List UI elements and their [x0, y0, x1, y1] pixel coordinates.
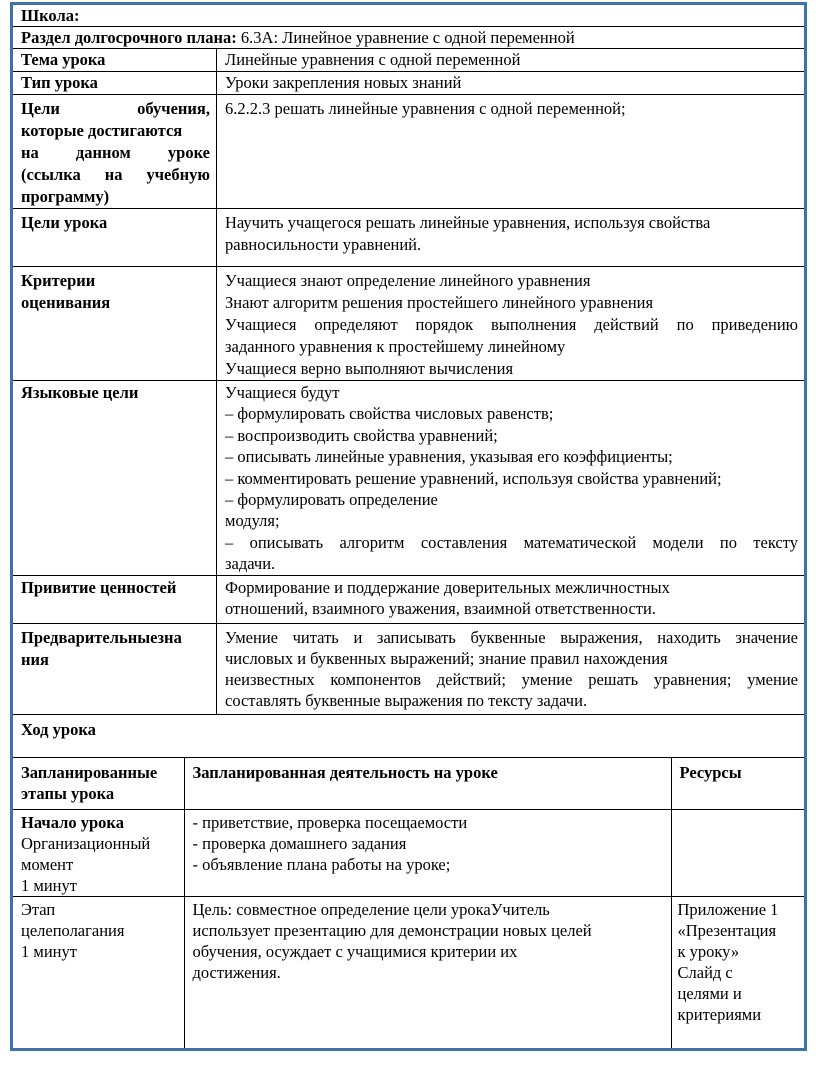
section-row: [12, 27, 806, 49]
school-label: Школа:: [12, 4, 806, 27]
learning-goals-value: 6.2.2.3 решать линейные уравнения с одной переменной;: [217, 95, 806, 209]
lesson-goals-label: Цели урока: [12, 209, 217, 267]
stage-start-time: 1 минут: [21, 875, 77, 895]
school-row: [12, 4, 806, 27]
stage-start-cell: [13, 809, 184, 896]
type-row: [12, 72, 806, 95]
criteria-value: Учащиеся знают определение линейного уравнения Знают алгоритм решения простейшего линейного уравнения Учащиеся определяют порядок выполнения действий по приведению заданного уравнения к простейшему линейному Учащиеся верно выполняют вычисления: [217, 267, 806, 381]
values-label: Привитие ценностей: [12, 576, 217, 624]
section-cell: [12, 27, 806, 49]
lesson-flow-row: [12, 758, 806, 1050]
lesson-flow-cell: [12, 758, 806, 1050]
stage-goal-resources: Приложение 1 «Презентация к уроку» Слайд с целями и критериями: [671, 896, 804, 1048]
col-header-activity: Запланированная деятельность на уроке: [184, 758, 671, 809]
topic-row: [12, 49, 806, 72]
learning-goals-label: Цели обучения, которые достигаются на данном уроке (ссылка на учебную программу): [12, 95, 217, 209]
prior-knowledge-label: Предварительныезна ния: [12, 624, 217, 715]
learning-goals-row: [12, 95, 806, 209]
lesson-flow-title-row: [12, 715, 806, 758]
lesson-goals-row: [12, 209, 806, 267]
stage-start-title: Начало урока: [21, 812, 124, 832]
section-label: Раздел долгосрочного плана:: [21, 28, 237, 47]
type-label: Тип урока: [12, 72, 217, 95]
stage-row-goal-setting: [13, 896, 804, 1048]
language-goals-value: Учащиеся будут – формулировать свойства числовых равенств; – воспроизводить свойства уравнений; – описывать линейные уравнения, указывая его коэффициенты; – комментировать решение уравнений, используя свойства уравнений; – формулировать определение модуля; – описывать алгоритм составления математической модели по тексту задачи.: [217, 381, 806, 576]
values-row: [12, 576, 806, 624]
lesson-flow-header-row: [13, 758, 804, 809]
language-goals-row: [12, 381, 806, 576]
stage-row-start: [13, 809, 804, 896]
col-header-resources: Ресурсы: [671, 758, 804, 809]
lesson-flow-table: [13, 758, 804, 1048]
stage-start-sub: Организационный момент: [21, 833, 151, 874]
lesson-goals-value: Научить учащегося решать линейные уравнения, используя свойства равносильности уравнений.: [217, 209, 806, 267]
topic-value: Линейные уравнения с одной переменной: [217, 49, 806, 72]
prior-knowledge-value: Умение читать и записывать буквенные выражения, находить значение числовых и буквенных выражений; знание правил нахождения неизвестных компонентов действий; умение решать уравнения; умение составлять буквенные выражения по тексту задачи.: [217, 624, 806, 715]
type-value: Уроки закрепления новых знаний: [217, 72, 806, 95]
lesson-plan-document: [10, 2, 807, 1051]
topic-label: Тема урока: [12, 49, 217, 72]
stage-start-activities: - приветствие, проверка посещаемости - проверка домашнего задания - объявление плана работы на уроке;: [184, 809, 671, 896]
stage-start-resources: [671, 809, 804, 896]
lesson-flow-title: Ход урока: [12, 715, 806, 758]
prior-knowledge-row: [12, 624, 806, 715]
criteria-row: [12, 267, 806, 381]
language-goals-label: Языковые цели: [12, 381, 217, 576]
stage-goal-cell: Этап целеполагания 1 минут: [13, 896, 184, 1048]
lesson-plan-table: [10, 2, 807, 1051]
section-value: 6.3А: Линейное уравнение с одной переменной: [236, 28, 575, 47]
col-header-stages: Запланированные этапы урока: [13, 758, 184, 809]
criteria-label: Критерии оценивания: [12, 267, 217, 381]
stage-goal-activities: Цель: совместное определение цели урокаУчитель использует презентацию для демонстрации новых целей обучения, осуждает с учащимися критерии их достижения.: [184, 896, 671, 1048]
values-value: Формирование и поддержание доверительных межличностных отношений, взаимного уважения, взаимной ответственности.: [217, 576, 806, 624]
